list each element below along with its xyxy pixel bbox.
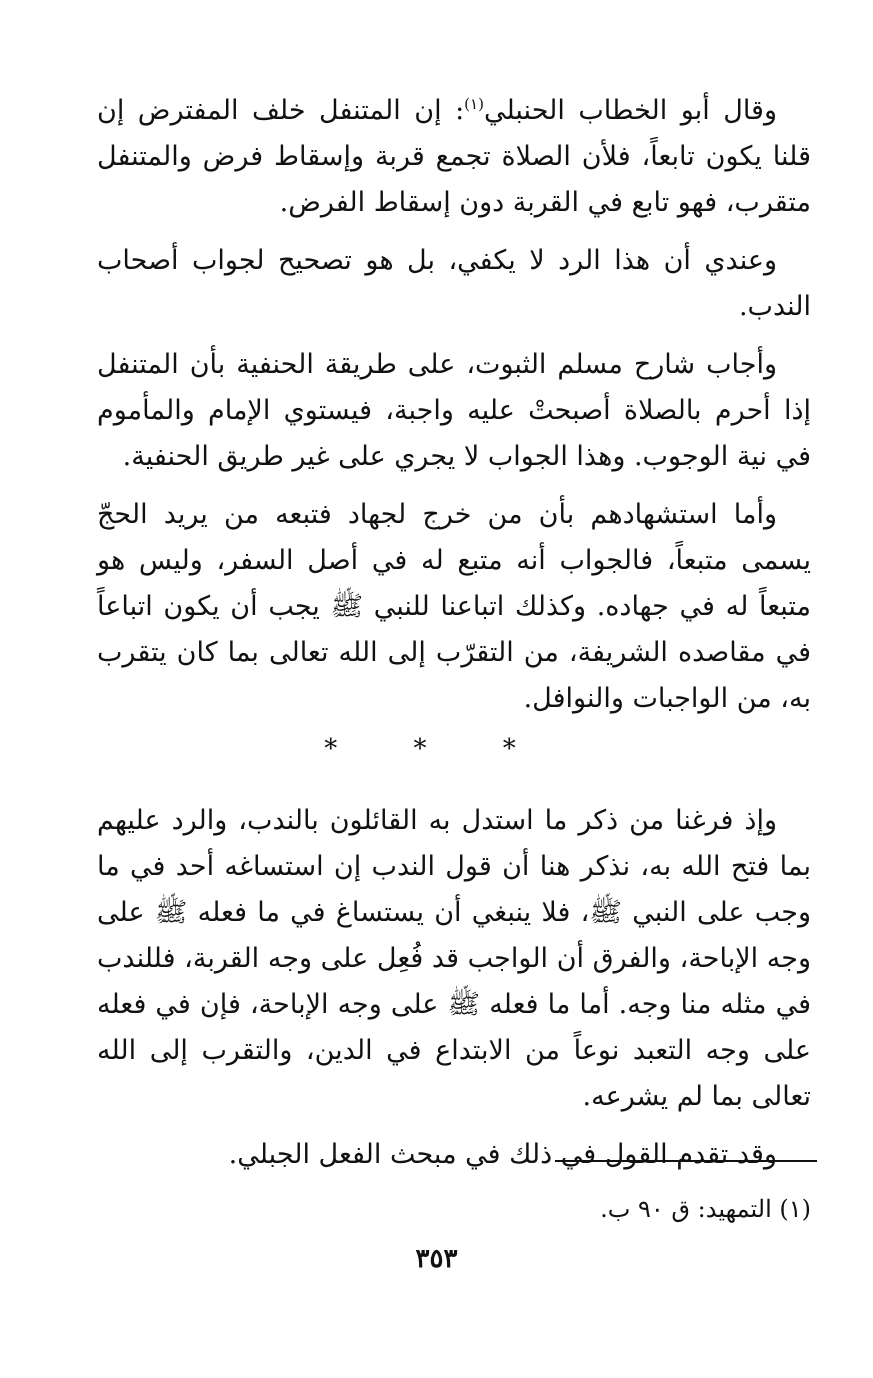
paragraph-musallam-commentator: وأجاب شارح مسلم الثبوت، على طريقة الحنفية بأن المتنفل إذا أحرم بالصلاة أصبحتْ عليه واجبة، فيستوي الإمام والمأموم في نية الوجوب. وهذا الجواب لا يجري على غير طريق الحنفية. xyxy=(97,349,811,472)
footnote: (١) التمهيد: ق ٩٠ ب. xyxy=(600,1195,811,1223)
page-body xyxy=(97,88,811,1190)
paragraph-cross-reference: وقد تقدم القول في ذلك في مبحث الفعل الجبلي. xyxy=(228,1139,777,1170)
paragraph-text: : إن المتنفل خلف المفترض إن قلنا يكون تابعاً، فلأن الصلاة تجمع قربة وإسقاط فرض والمتنفل متقرب، فهو تابع في القربة دون إسقاط الفرض. xyxy=(97,95,811,218)
paragraph-text: وقال أبو الخطاب الحنبلي xyxy=(483,95,777,126)
footnote-reference: (١) xyxy=(464,95,484,113)
paragraph-jihad-example: وأما استشهادهم بأن من خرج لجهاد فتبعه من يريد الحجّ يسمى متبعاً، فالجواب أنه متبع له في أصل السفر، وليس هو متبعاً له في جهاده. وكذلك اتباعنا للنبي ﷺ يجب أن يكون اتباعاً في مقاصده الشريفة، من التقرّب إلى الله تعالى بما كان يتقرب به، من الواجبات والنوافل. xyxy=(97,499,811,714)
paragraph-conclusion: وإذ فرغنا من ذكر ما استدل به القائلون بالندب، والرد عليهم بما فتح الله به، نذكر هنا أن قول الندب إن استساغه أحد في ما وجب على النبي ﷺ، فلا ينبغي أن يستساغ في ما فعله ﷺ على وجه الإباحة، والفرق أن الواجب قد فُعِل على وجه القربة، فللندب في مثله منا وجه. أما ما فعله ﷺ على وجه الإباحة، فإن في فعله على وجه التعبد نوعاً من الابتداع في الدين، والتقرب إلى الله تعالى بما لم يشرعه. xyxy=(97,805,811,1112)
paragraph-author-opinion: وعندي أن هذا الرد لا يكفي، بل هو تصحيح لجواب أصحاب الندب. xyxy=(97,245,811,322)
footnote-divider xyxy=(555,1160,817,1162)
section-separator: * * * xyxy=(324,734,550,764)
paragraph-abu-al-khattab xyxy=(97,88,811,226)
page-number: ٣٥٣ xyxy=(415,1244,458,1274)
